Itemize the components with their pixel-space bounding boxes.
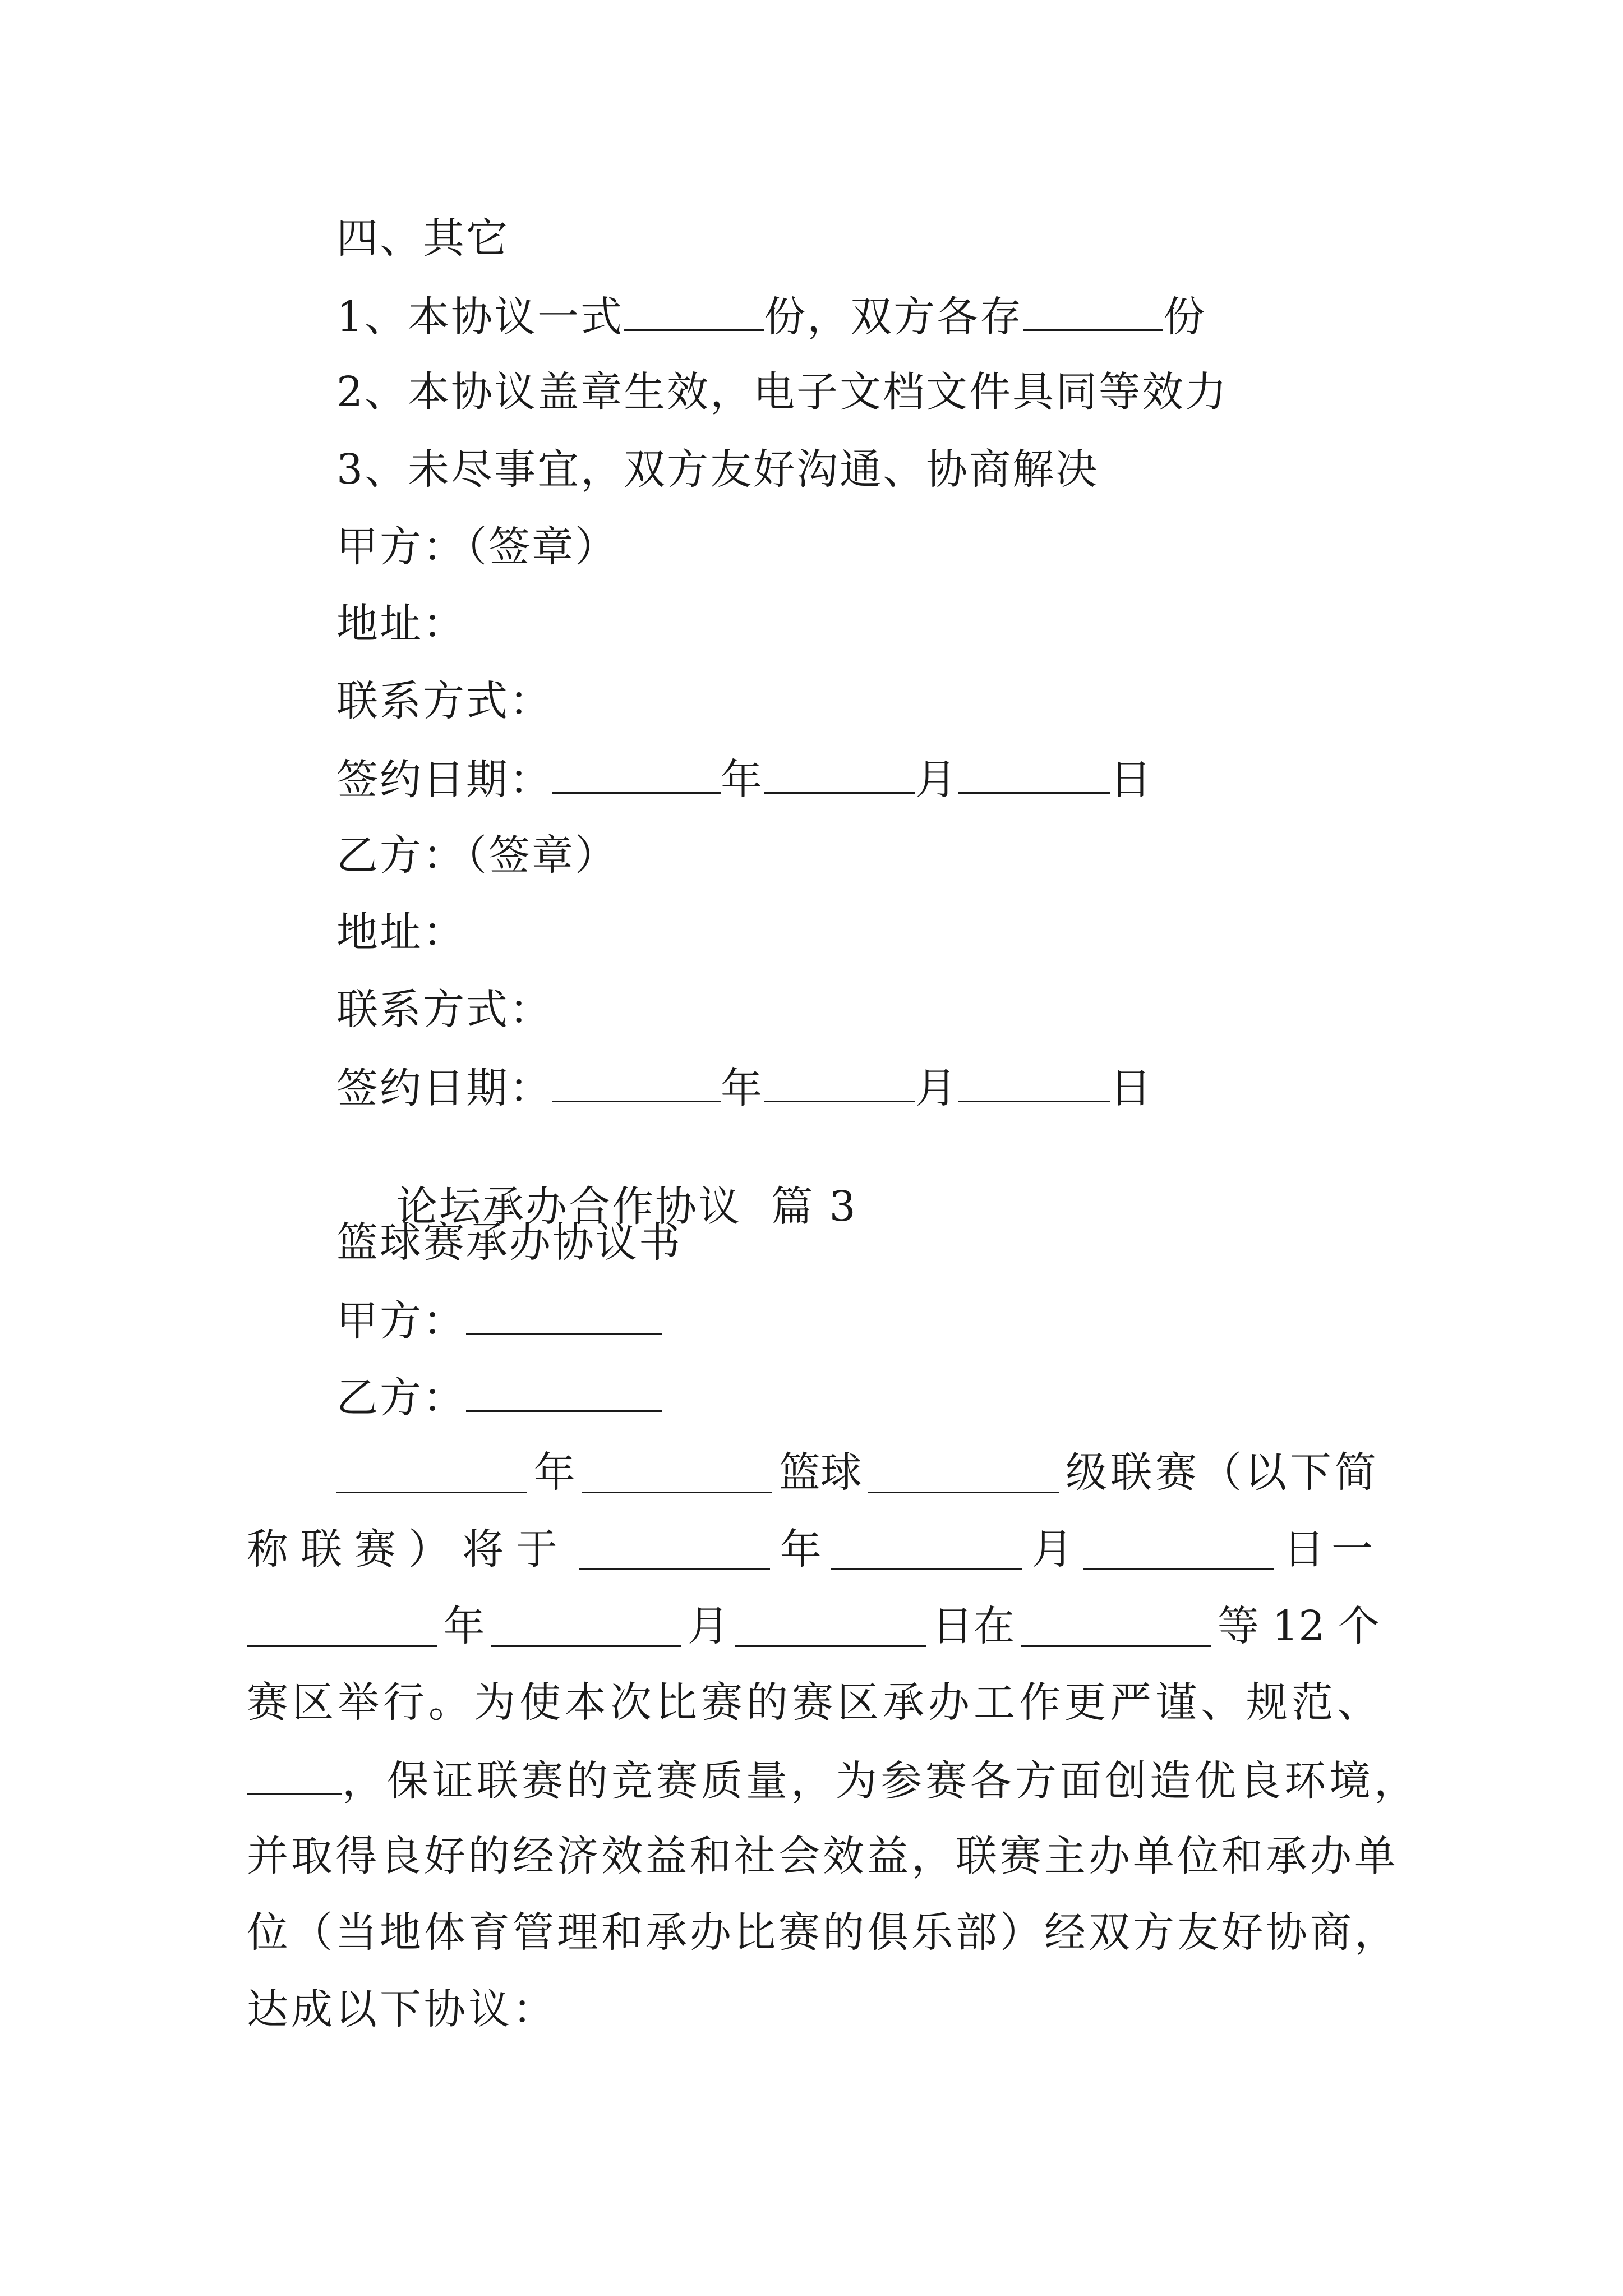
label: 年 [721, 756, 764, 804]
copies-each-blank [1023, 295, 1163, 331]
body-line-2 [247, 1525, 1380, 1573]
label: 签约日期： [336, 1064, 552, 1112]
label: 甲方： [336, 1297, 466, 1345]
text: 达成以下协议： [247, 1985, 557, 2033]
clause-text: 1、本协议一式 [336, 293, 624, 341]
party-b-address [336, 908, 466, 956]
text: 年 [533, 1448, 575, 1497]
party-b-line [336, 1374, 662, 1422]
label: 乙方： [336, 1374, 466, 1422]
body-line-7 [247, 1908, 1399, 1957]
blank [582, 1457, 772, 1493]
text: ，保证联赛的竞赛质量，为参赛各方面创造优良环境， [342, 1757, 1419, 1805]
body-line-8 [247, 1985, 1380, 2033]
text: 日一 [1283, 1525, 1380, 1573]
label: 乙方：（签章） [336, 831, 618, 880]
blank [868, 1457, 1059, 1493]
text: 月 [688, 1602, 730, 1650]
body-line-1 [247, 1448, 1380, 1497]
body-line-4 [247, 1678, 1382, 1727]
body-line-3 [247, 1602, 1380, 1650]
blank [1021, 1611, 1211, 1647]
year-blank [552, 1066, 721, 1102]
party-a-sign-date [336, 756, 1153, 804]
text: 级联赛（以下简 [1065, 1448, 1380, 1497]
month-blank [764, 757, 915, 794]
section-heading-others [336, 214, 509, 263]
body-line-5 [247, 1757, 1419, 1805]
party-b-signature-title [336, 831, 618, 880]
year-blank [552, 757, 721, 794]
text: 年 [443, 1602, 485, 1650]
text: 年 [780, 1525, 822, 1573]
blank [491, 1611, 681, 1647]
clause-text: 份，双方各存 [764, 293, 1023, 341]
party-b-blank [466, 1375, 662, 1412]
label: 日 [1110, 756, 1153, 804]
blank [579, 1534, 770, 1570]
blank [735, 1611, 926, 1647]
label: 地址： [336, 908, 466, 956]
label: 月 [915, 1064, 958, 1112]
blank [831, 1534, 1022, 1570]
label: 联系方式： [336, 677, 552, 725]
party-a-address [336, 600, 466, 648]
blank [1083, 1534, 1274, 1570]
clause-text: 份 [1163, 293, 1207, 341]
heading-text: 论坛承办合作协议 篇 3 [396, 1182, 857, 1231]
clause-effect [336, 368, 1229, 416]
text: 篮球 [778, 1448, 862, 1497]
party-b-contact [336, 986, 552, 1034]
text: 并取得良好的经济效益和社会效益，联赛主办单位和承办单 [247, 1832, 1399, 1880]
label: 日 [1110, 1064, 1153, 1112]
label: 甲方：（签章） [336, 523, 618, 571]
day-blank [958, 1066, 1110, 1102]
clause-copies [336, 293, 1207, 341]
label: 联系方式： [336, 986, 552, 1034]
copies-blank [624, 295, 764, 331]
clause-text: 3、未尽事宜，双方友好沟通、协商解决 [336, 445, 1099, 494]
text: 月 [1031, 1525, 1073, 1573]
clause-unresolved [336, 445, 1099, 494]
day-blank [958, 757, 1110, 794]
body-line-6 [247, 1832, 1399, 1880]
heading-text: 篮球赛承办协议书 [336, 1218, 682, 1267]
party-a-blank [466, 1299, 662, 1335]
text: 日在 [932, 1602, 1015, 1650]
party-a-contact [336, 677, 552, 725]
label: 地址： [336, 600, 466, 648]
party-b-sign-date [336, 1064, 1153, 1112]
label: 年 [721, 1064, 764, 1112]
text: 称联赛）将于 [247, 1525, 570, 1573]
label: 月 [915, 756, 958, 804]
blank [247, 1611, 437, 1647]
label: 签约日期： [336, 756, 552, 804]
party-a-signature-title [336, 523, 618, 571]
document-title [336, 1218, 682, 1267]
party-a-line [336, 1297, 662, 1345]
month-blank [764, 1066, 915, 1102]
heading-text: 四、其它 [336, 214, 509, 263]
text: 位（当地体育管理和承办比赛的俱乐部）经双方友好协商， [247, 1908, 1399, 1957]
blank [336, 1457, 527, 1493]
text: 赛区举行。为使本次比赛的赛区承办工作更严谨、规范、 [247, 1678, 1382, 1727]
clause-text: 2、本协议盖章生效，电子文档文件具同等效力 [336, 368, 1229, 416]
text: 等 12 个 [1217, 1602, 1380, 1650]
blank [247, 1759, 342, 1795]
